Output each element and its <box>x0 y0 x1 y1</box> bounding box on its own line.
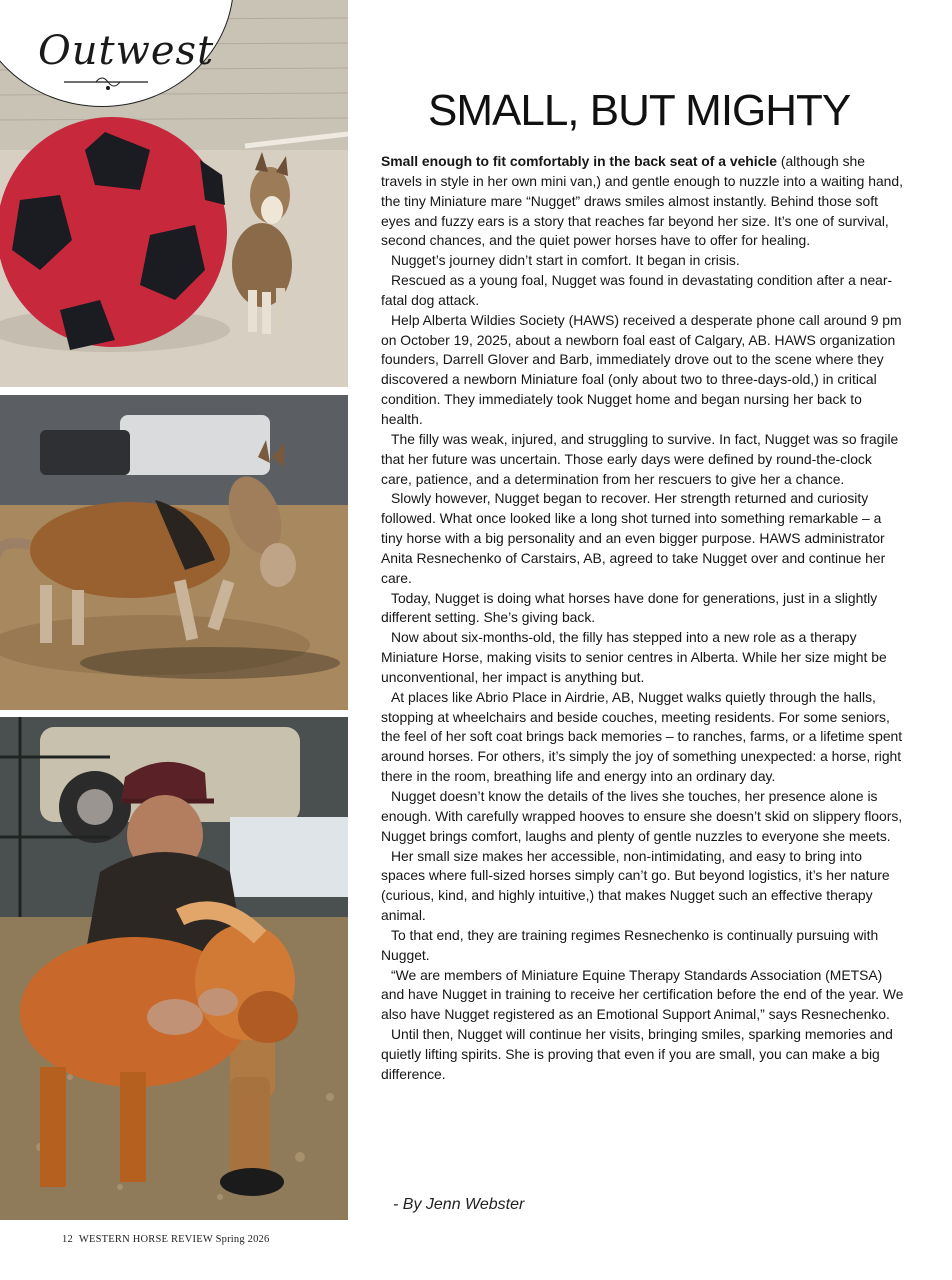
headline: SMALL, BUT MIGHTY <box>428 86 851 135</box>
paragraph: To that end, they are training regimes Resnechenko is continually pursuing with Nugget. <box>381 926 879 963</box>
magazine-title: WESTERN HORSE REVIEW Spring 2026 <box>78 1234 270 1245</box>
paragraph: The filly was weak, injured, and struggling to survive. In fact, Nugget was so fragile that her future was uncertain. Those early days were defined by round-the-clock care, patience, and a determination from her rescuers to give her a chance. <box>381 430 899 487</box>
paragraph: Her small size makes her accessible, non-intimidating, and easy to bring into spaces where full-sized horses simply can’t go. But beyond logistics, it’s her nature (curious, kind, and highly intuitive,) that makes Nugget such an effective therapy animal. <box>381 847 890 924</box>
paragraph: At places like Abrio Place in Airdrie, AB, Nugget walks quietly through the halls, stopping at wheelchairs and beside couches, meeting residents. For some seniors, the feel of her soft coat brings back memories – to ranches, farms, or a lifetime spent around horses. For others, it’s simply the joy of something unexpected: a horse, right there in the room, breathing life and energy into an ordinary day. <box>381 688 903 785</box>
paragraph: Rescued as a young foal, Nugget was found in devastating condition after a near-fatal dog attack. <box>381 272 893 308</box>
page-footer <box>62 1234 275 1245</box>
flourish-icon <box>36 74 176 94</box>
paragraph: Nugget doesn’t know the details of the lives she touches, her presence alone is enough. With carefully wrapped hooves to ensure she doesn’t skid on slippery floors, Nugget brings comfort, laughs and plenty of gentle nuzzles to everyone she meets. <box>381 788 903 844</box>
paragraph: Today, Nugget is doing what horses have done for generations, just in a slightly different setting. She’s giving back. <box>381 589 878 626</box>
paragraph: Help Alberta Wildies Society (HAWS) received a desperate phone call around 9 pm on October 19, 2025, about a newborn foal east of Calgary, AB. HAWS organization founders, Darrell Glover and Barb, immediately drove out to the scene where they discovered a newborn Miniature foal (only about two to three-days-old,) in critical condition. They immediately took Nugget home and began nursing her back to health. <box>381 311 902 427</box>
lead-text: (although she travels in style in her own mini van,) and gentle enough to nuzzle into a waiting hand, the tiny Miniature mare “Nugget” draws smiles almost instantly. Behind those soft eyes and fuzzy ears is a story that reaches far beyond her size. It’s one of survival, second chances, and the quiet power horses have to offer for healing. <box>381 153 903 249</box>
page-number: 12 <box>62 1234 73 1245</box>
article-body <box>381 152 905 1085</box>
lead-paragraph <box>381 152 905 251</box>
photo-foal-in-jacket <box>0 395 348 710</box>
lead-bold: Small enough to fit comfortably in the back seat of a vehicle <box>381 153 777 169</box>
byline: - By Jenn Webster <box>393 1196 525 1213</box>
paragraph: Slowly however, Nugget began to recover. Her strength returned and curiosity followed. What once looked like a long shot turned into something remarkable – a tiny horse with a big personality and an even bigger purpose. HAWS administrator Anita Resnechenko of Carstairs, AB, agreed to take Nugget over and continue her care. <box>381 490 886 586</box>
paragraph: Now about six-months-old, the filly has stepped into a new role as a therapy Miniature Horse, making visits to senior centres in Alberta. While her size might be unconventional, her impact is anything but. <box>381 629 887 685</box>
photo-pony-with-red-ball <box>0 0 348 387</box>
brand-logo: Outwest <box>38 28 215 74</box>
paragraph: Nugget’s journey didn’t start in comfort. It began in crisis. <box>391 252 740 269</box>
paragraph: Until then, Nugget will continue her visits, bringing smiles, sparking memories and quietly lifting spirits. She is proving that even if you are small, you can make a big difference. <box>381 1026 893 1082</box>
photo-man-hugging-pony <box>0 717 348 1220</box>
paragraph: “We are members of Miniature Equine Therapy Standards Association (METSA) and have Nugget in training to receive her certification before the end of the year. We also have Nugget registered as an Emotional Support Animal,” says Resnechenko. <box>381 966 904 1023</box>
